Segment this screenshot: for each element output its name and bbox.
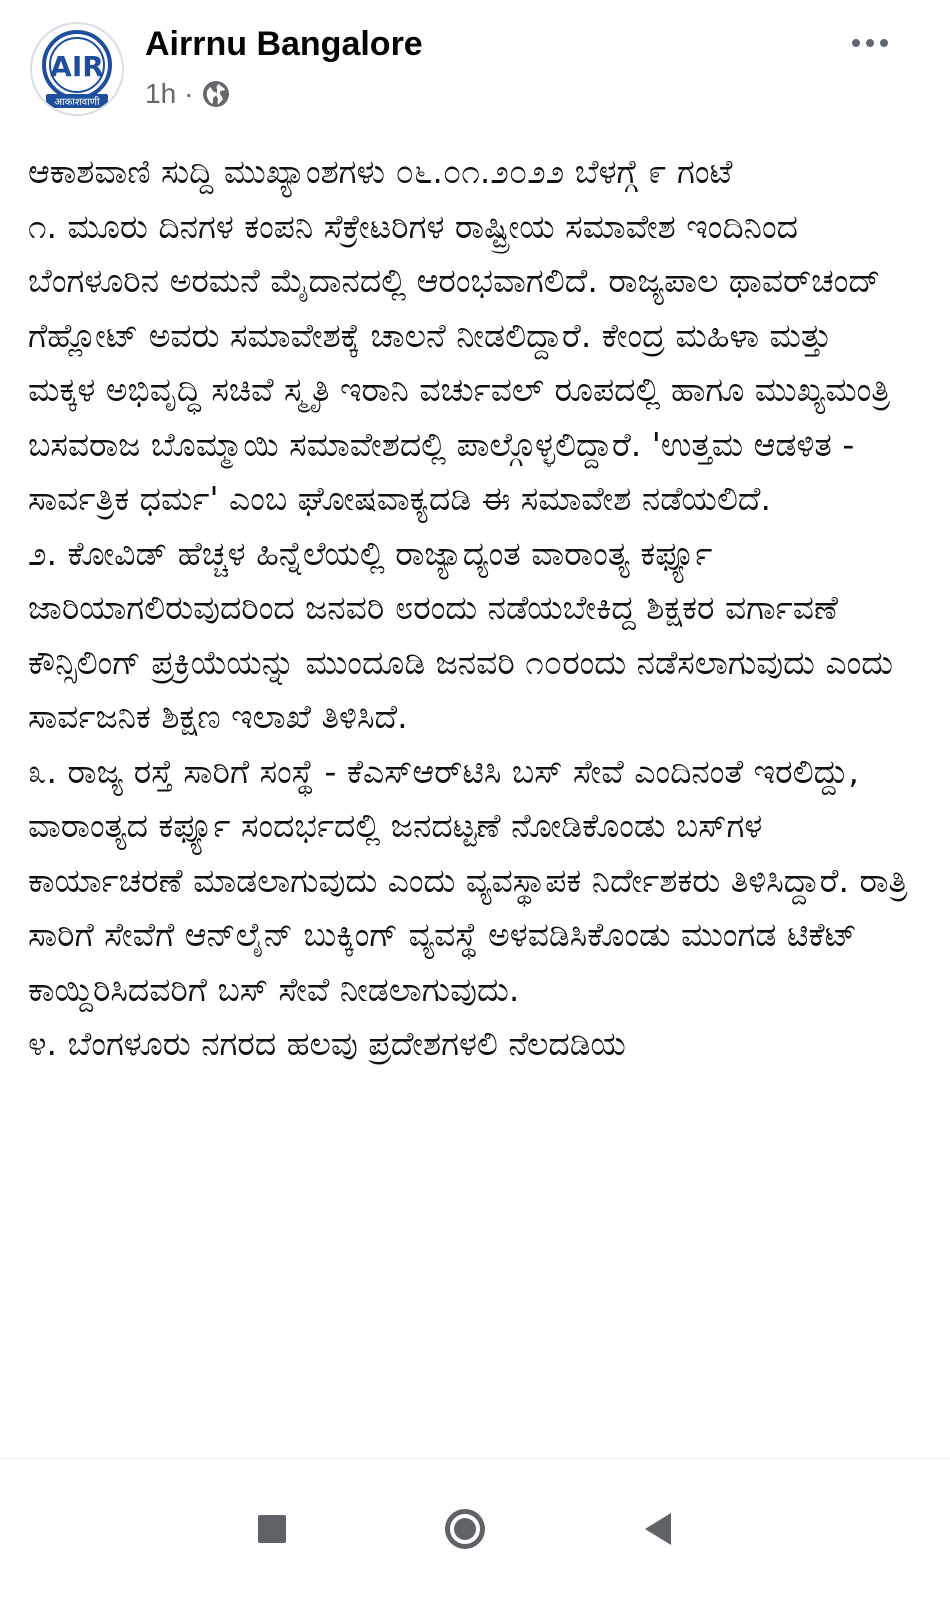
recent-apps-icon <box>258 1515 286 1543</box>
post-paragraph-1: ೧. ಮೂರು ದಿನಗಳ ಕಂಪನಿ ಸೆಕ್ರೇಟರಿಗಳ ರಾಷ್ಟ್ರೀಯ ಸಮಾವೇಶ ಇಂದಿನಿಂದ ಬೆಂಗಳೂರಿನ ಅರಮನೆ ಮೈದಾನದಲ್ಲಿ ಆರಂಭವಾಗಲಿದೆ. ರಾಜ್ಯಪಾಲ ಥಾವರ್‌ಚಂದ್ ಗೆಹ್ಲೋಟ್ ಅವರು ಸಮಾವೇಶಕ್ಕೆ ಚಾಲನೆ ನೀಡಲಿದ್ದಾರೆ. ಕೇಂದ್ರ ಮಹಿಳಾ ಮತ್ತು ಮಕ್ಕಳ ಅಭಿವೃದ್ಧಿ ಸಚಿವೆ ಸ್ಮೃತಿ ಇರಾನಿ ವರ್ಚುವಲ್ ರೂಪದಲ್ಲಿ ಹಾಗೂ ಮುಖ್ಯಮಂತ್ರಿ ಬಸವರಾಜ ಬೊಮ್ಮಾಯಿ ಸಮಾವೇಶದಲ್ಲಿ ಪಾಲ್ಗೊಳ್ಳಲಿದ್ದಾರೆ. 'ಉತ್ತಮ ಆಡಳಿತ - ಸಾರ್ವತ್ರಿಕ ಧರ್ಮ' ಎಂಬ ಘೋಷವಾಕ್ಯದಡಿ ಈ ಸಮಾವೇಶ ನಡೆಯಲಿದೆ. <box>28 206 891 518</box>
meta-separator: · <box>184 78 194 109</box>
more-options-button[interactable] <box>840 28 900 58</box>
post-paragraph-4: ೪. ಬೆಂಗಳೂರು ನಗರದ ಹಲವು ಪ್ರದೇಶಗಳಲಿ ನೆಲದಡಿಯ <box>28 1024 626 1063</box>
post-paragraph-headline: ಆಕಾಶವಾಣಿ ಸುದ್ದಿ ಮುಖ್ಯಾಂಶಗಳು ೦೬.೦೧.೨೦೨೨ ಬೆಳಗ್ಗೆ ೯ ಗಂಟೆ <box>28 152 733 191</box>
post-paragraph-2: ೨. ಕೋವಿಡ್ ಹೆಚ್ಚಳ ಹಿನ್ನೆಲೆಯಲ್ಲಿ ರಾಜ್ಯಾದ್ಯಂತ ವಾರಾಂತ್ಯ ಕರ್ಫ್ಯೂ ಜಾರಿಯಾಗಲಿರುವುದರಿಂದ ಜನವರಿ ೮ರಂದು ನಡೆಯಬೇಕಿದ್ದ ಶಿಕ್ಷಕರ ವರ್ಗಾವಣೆ ಕೌನ್ಸಿಲಿಂಗ್ ಪ್ರಕ್ರಿಯೆಯನ್ನು ಮುಂದೂಡಿ ಜನವರಿ ೧೦ರಂದು ನಡೆಸಲಾಗುವುದು ಎಂದು ಸಾರ್ವಜನಿಕ ಶಿಕ್ಷಣ ಇಲಾಖೆ ತಿಳಿಸಿದೆ. <box>28 533 894 736</box>
post-header <box>0 0 950 140</box>
back-icon <box>645 1513 671 1545</box>
home-button[interactable] <box>425 1489 505 1569</box>
system-navigation-bar <box>0 1458 950 1600</box>
more-horizontal-icon <box>880 39 888 47</box>
logo-caption: आकाशवाणी <box>54 97 100 108</box>
more-horizontal-icon <box>852 39 860 47</box>
page-avatar[interactable] <box>30 22 124 116</box>
more-horizontal-icon <box>866 39 874 47</box>
post-author[interactable]: Airrnu Bangalore <box>145 25 423 63</box>
logo-text: AIR <box>50 50 104 83</box>
home-icon <box>445 1509 485 1549</box>
post-body <box>28 145 908 1455</box>
back-button[interactable] <box>618 1489 698 1569</box>
post-paragraph-3: ೩. ರಾಜ್ಯ ರಸ್ತೆ ಸಾರಿಗೆ ಸಂಸ್ಥೆ - ಕೆಎಸ್‌ಆರ್‌ಟಿಸಿ ಬಸ್ ಸೇವೆ ಎಂದಿನಂತೆ ಇರಲಿದ್ದು, ವಾರಾಂತ್ಯದ ಕರ್ಫ್ಯೂ ಸಂದರ್ಭದಲ್ಲಿ ಜನದಟ್ಟಣೆ ನೋಡಿಕೊಂಡು ಬಸ್‌ಗಳ ಕಾರ್ಯಾಚರಣೆ ಮಾಡಲಾಗುವುದು ಎಂದು ವ್ಯವಸ್ಥಾಪಕ ನಿರ್ದೇಶಕರು ತಿಳಿಸಿದ್ದಾರೆ. ರಾತ್ರಿ ಸಾರಿಗೆ ಸೇವೆಗೆ ಆನ್‌ಲೈನ್ ಬುಕ್ಕಿಂಗ್ ವ್ಯವಸ್ಥೆ ಅಳವಡಿಸಿಕೊಂಡು ಮುಂಗಡ ಟಿಕೆಟ್ ಕಾಯ್ದಿರಿಸಿದವರಿಗೆ ಬಸ್ ಸೇವೆ ನೀಡಲಾಗುವುದು. <box>28 751 908 1009</box>
post-meta <box>145 74 231 114</box>
air-logo-icon <box>32 24 122 114</box>
recent-apps-button[interactable] <box>232 1489 312 1569</box>
post-time[interactable]: 1h <box>145 78 177 109</box>
globe-icon <box>201 79 231 109</box>
